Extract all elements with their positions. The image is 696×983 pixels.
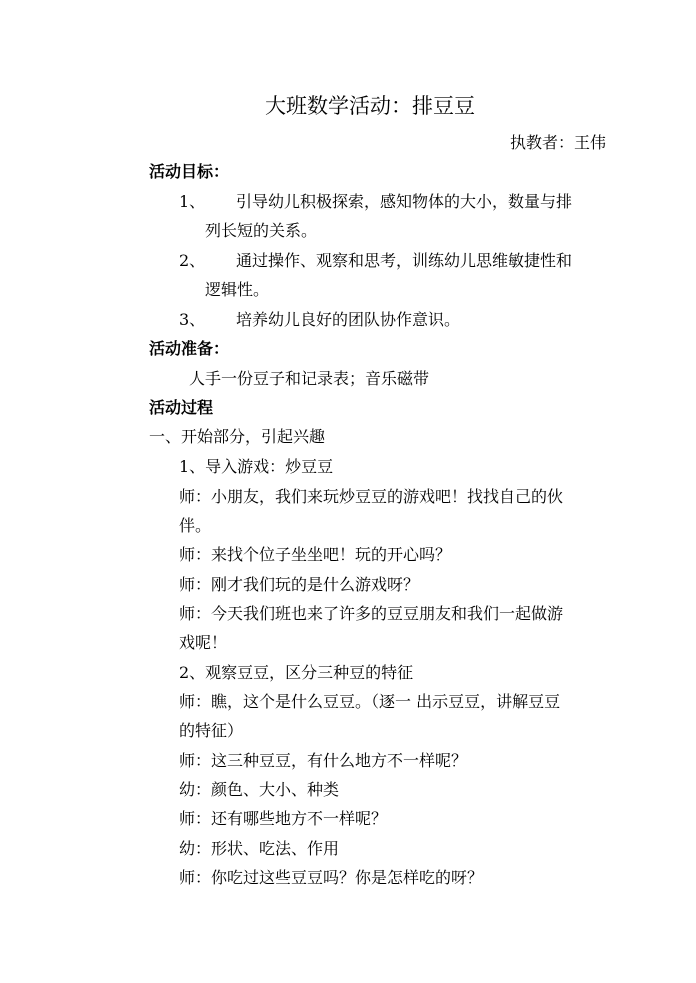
goal-item-1 [179,193,572,211]
dialogue-line: 师：还有哪些地方不一样呢？ [179,809,388,828]
goal-number: 3、 [179,310,206,329]
dialogue-line: 师：刚才我们玩的是什么游戏呀？ [179,575,420,594]
dialogue-line: 师：这三种豆豆，有什么地方不一样呢？ [179,751,468,770]
dialogue-line-continued: 伴。 [179,516,212,535]
goal-item-3 [179,311,460,329]
goal-item-2 [179,252,572,270]
goals-heading: 活动目标： [149,162,230,181]
goal-text: 培养幼儿良好的团队协作意识。 [236,310,461,329]
goal-text: 通过操作、观察和思考，训练幼儿思维敏捷性和 [236,251,573,270]
goal-text: 引导幼儿积极探索，感知物体的大小，数量与排 [236,192,573,211]
dialogue-line: 师：瞧，这个是什么豆豆。（逐一 出示豆豆，讲解豆豆 [179,692,561,711]
dialogue-line-continued: 的特征） [179,721,244,740]
step-heading: 1、导入游戏：炒豆豆 [179,457,334,476]
process-heading: 活动过程 [149,398,214,417]
dialogue-line: 师：今天我们班也来了许多的豆豆朋友和我们一起做游 [179,604,564,623]
page-title: 大班数学活动：排豆豆 [265,94,475,118]
teacher-name: 执教者：王伟 [510,133,607,152]
section-heading: 一、开始部分，引起兴趣 [149,427,326,446]
dialogue-line: 幼：颜色、大小、种类 [179,780,340,799]
prep-heading: 活动准备： [149,339,230,358]
dialogue-line-continued: 戏呢！ [179,633,228,652]
goal-item-1-continued: 列长短的关系。 [205,221,318,240]
goal-number: 1、 [179,192,206,211]
dialogue-line: 师：来找个位子坐坐吧！玩的开心吗？ [179,545,452,564]
step-heading: 2、观察豆豆，区分三种豆的特征 [179,663,414,682]
dialogue-line: 幼：形状、吃法、作用 [179,839,340,858]
dialogue-line: 师：你吃过这些豆豆吗？你是怎样吃的呀？ [179,868,484,887]
prep-text: 人手一份豆子和记录表；音乐磁带 [189,369,430,388]
goal-item-2-continued: 逻辑性。 [205,280,270,299]
goal-number: 2、 [179,251,206,270]
dialogue-line: 师：小朋友，我们来玩炒豆豆的游戏吧！找找自己的伙 [179,487,564,506]
